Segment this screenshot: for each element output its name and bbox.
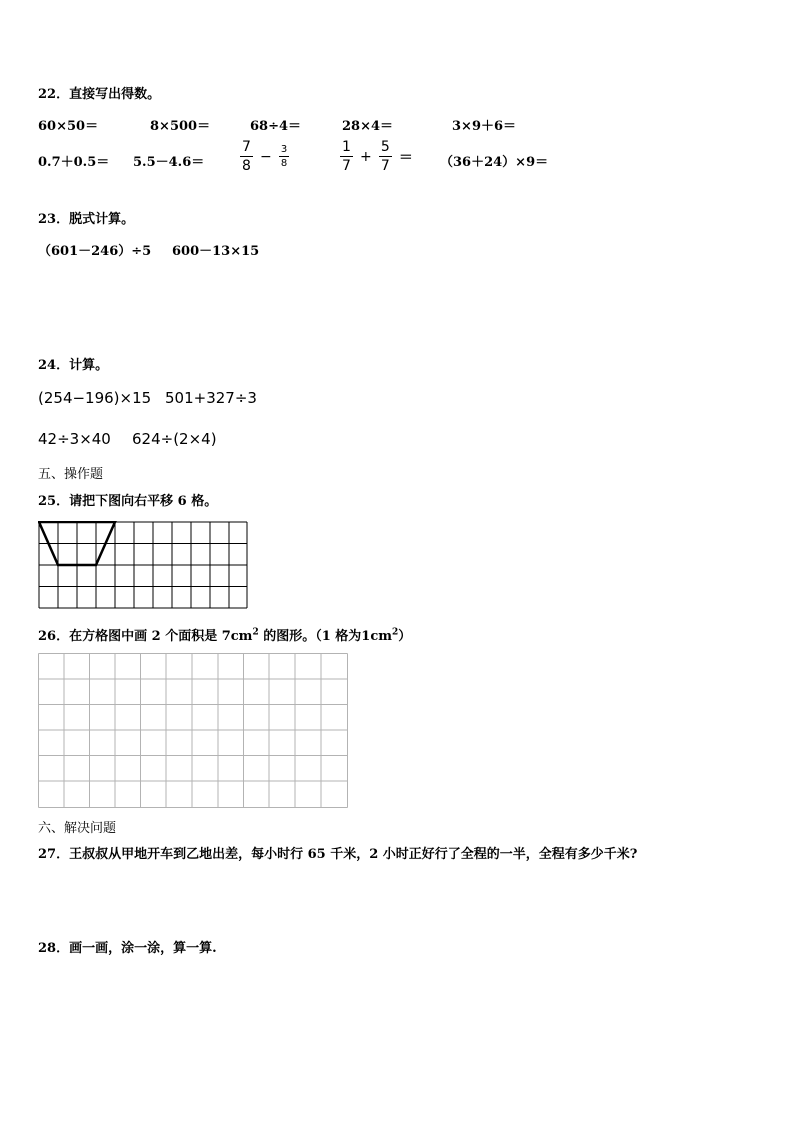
q24-expr-4: 624÷(2×4) xyxy=(132,430,217,448)
minus-sign: − xyxy=(260,148,272,165)
q26-blank-grid xyxy=(38,653,350,809)
q27-text: 27．王叔叔从甲地开车到乙地出差，每小时行 65 千米，2 小时正好行了全程的一半，全程有多少千米? xyxy=(38,847,638,862)
section-6-heading: 六、解决问题 xyxy=(38,821,117,836)
q25-title: 25．请把下图向右平移 6 格。 xyxy=(38,494,218,509)
q23-expr-2: 600－13×15 xyxy=(172,244,260,259)
fraction-3-8: $\frac{3}{8}$ xyxy=(280,144,288,169)
q25-grid-with-trapezoid xyxy=(38,521,250,609)
q22-item-2: 8×500＝ xyxy=(150,119,211,134)
q24-expr-1: (254−196)×15 xyxy=(38,389,152,407)
q22-item-7: 5.5－4.6＝ xyxy=(133,155,205,170)
q22-item-4: 28×4＝ xyxy=(342,119,394,134)
fraction-7-8: $\frac{7}{8}$ xyxy=(242,139,251,174)
q22-fraction-addition xyxy=(340,138,415,175)
q22-item-1: 60×50＝ xyxy=(38,119,99,134)
q22-item-6: 0.7＋0.5＝ xyxy=(38,155,110,170)
q22-fraction-subtraction xyxy=(240,138,289,175)
fraction-5-7: $\frac{5}{7}$ xyxy=(380,139,390,174)
q22-item-10: （36＋24）×9＝ xyxy=(440,155,549,170)
q24-expr-3: 42÷3×40 xyxy=(38,430,111,448)
section-5-heading: 五、操作题 xyxy=(38,467,104,482)
q28-text: 28．画一画，涂一涂，算一算. xyxy=(38,941,217,956)
q24-expr-2: 501+327÷3 xyxy=(165,389,257,407)
equals-sign: ＝ xyxy=(398,149,413,166)
q24-title: 24．计算。 xyxy=(38,358,109,373)
q22-title: 22．直接写出得数。 xyxy=(38,87,161,102)
q26-title: 26．在方格图中画 2 个面积是 $7cm^2$ 的图形。（1 格为$1cm^2$） xyxy=(38,627,412,644)
q23-title: 23．脱式计算。 xyxy=(38,212,135,227)
q22-item-3: 68÷4＝ xyxy=(250,119,302,134)
q23-expr-1: （601－246）÷5 xyxy=(38,244,152,259)
fraction-1-7: $\frac{1}{7}$ xyxy=(342,139,351,174)
q22-item-5: 3×9＋6＝ xyxy=(452,119,517,134)
plus-sign: + xyxy=(360,148,372,165)
